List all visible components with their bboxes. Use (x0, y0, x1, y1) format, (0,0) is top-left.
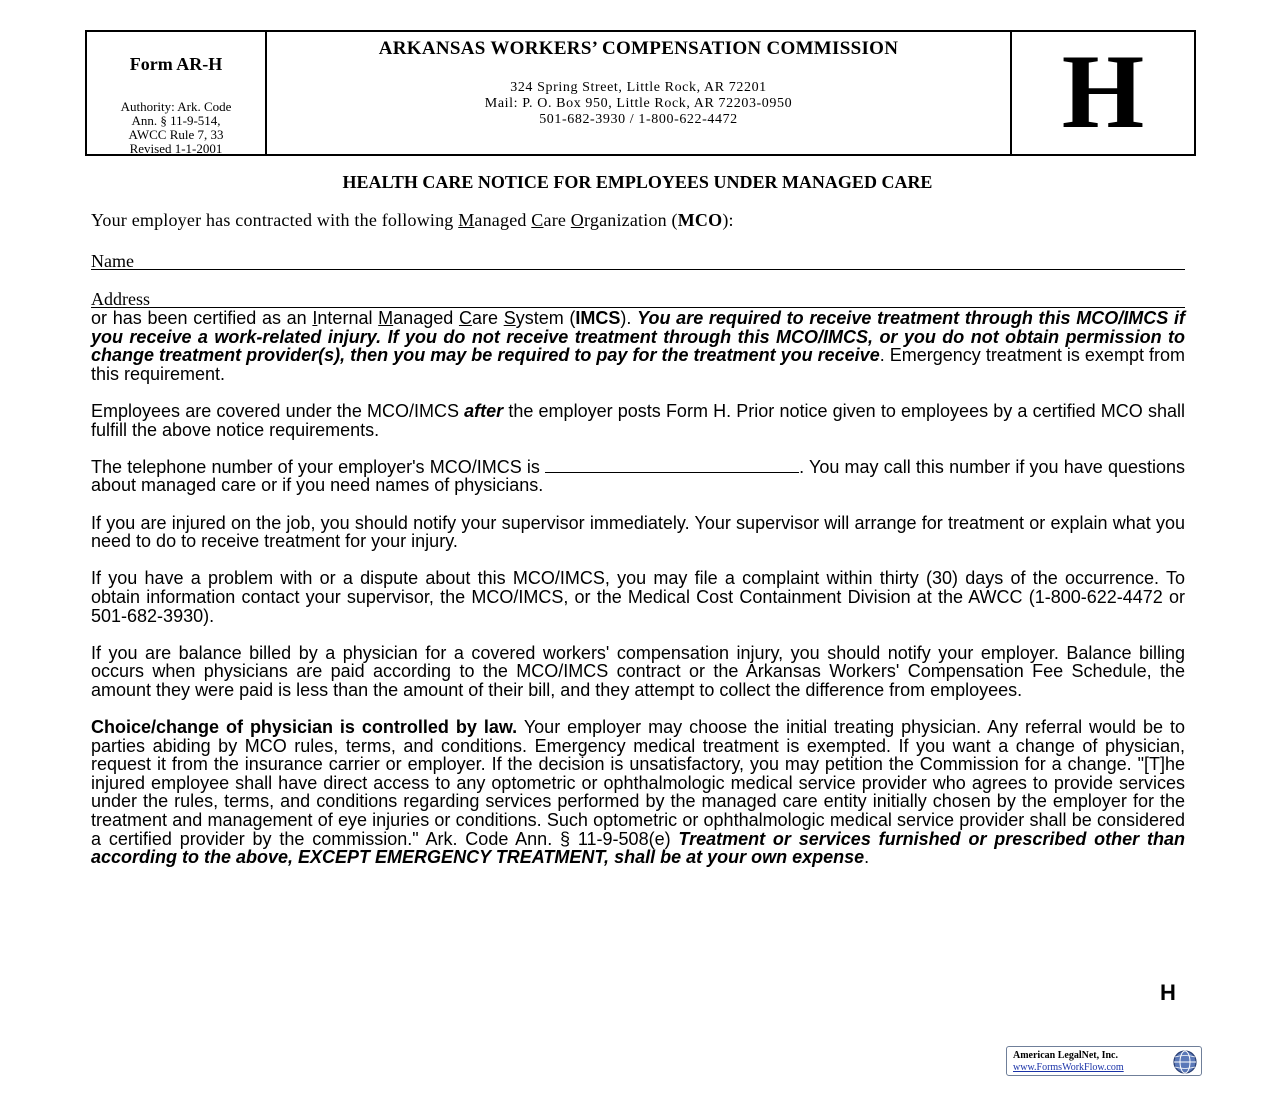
globe-icon (1172, 1049, 1198, 1075)
vendor-name: American LegalNet, Inc. (1013, 1050, 1118, 1061)
address-line: Mail: P. O. Box 950, Little Rock, AR 72203-0950 (484, 96, 793, 111)
vendor-badge[interactable] (1006, 1046, 1202, 1076)
commission-name: ARKANSAS WORKERS’ COMPENSATION COMMISSION (378, 38, 899, 59)
authority-citation (87, 100, 265, 156)
form-letter-large: H (1061, 33, 1145, 150)
commission-address (267, 80, 1010, 128)
form-letter-cell (1012, 32, 1194, 154)
name-label: Name (91, 251, 134, 271)
form-id: Form AR-H (129, 54, 223, 74)
intro-line: Your employer has contracted with the following Managed Care Organization (MCO): (91, 210, 734, 230)
mco-name-field[interactable] (91, 248, 1185, 270)
address-label: Address (91, 289, 150, 309)
telephone-blank[interactable] (545, 458, 799, 473)
paragraph-injury: If you are injured on the job, you should notify your supervisor immediately. Your supervisor will arrange for treatment or explain what you need to do to receive treatment for your injury. (91, 512, 1185, 552)
paragraph-imcs: or has been certified as an Internal Managed Care System (IMCS). You are required to receive treatment through this MCO/IMCS if you receive a work-related injury. If you do not receive treatment through this MCO/IMCS, or you do not obtain permission to change treatment provider(s), then you may be required to pay for the treatment you receive. Emergency treatment is exempt from this requirement. (91, 308, 1185, 384)
paragraph-balance-billing: If you are balance billed by a physician for a covered workers' compensation injury, you should notify your employer. Balance billing occurs when physicians are paid according to the MCO/IMCS contract or the Arkansas Workers' Compensation Fee Schedule, the amount they were paid is less than the amount of their bill, and they attempt to collect the difference from employees. (91, 642, 1185, 700)
paragraph-telephone: The telephone number of your employer's MCO/IMCS is . You may call this number if you have questions about managed care or if you need names of physicians. (91, 456, 1185, 496)
vendor-link[interactable]: www.FormsWorkFlow.com (1013, 1062, 1124, 1073)
authority-line: Ann. § 11-9-514, (131, 113, 221, 128)
authority-line: Authority: Ark. Code (120, 99, 232, 114)
form-header (85, 30, 1196, 156)
document-title: HEALTH CARE NOTICE FOR EMPLOYEES UNDER MANAGED CARE (342, 172, 933, 192)
paragraph-choice-of-physician: Choice/change of physician is controlled by law. Your employer may choose the initial treating physician. Any referral would be to parties abiding by MCO rules, terms, and conditions. Emergency medical treatment is exempted. If you want a change of physician, request it from the insurance carrier or employer. If the decision is unsatisfactory, you may petition the Commission for a change. "[T]he injured employee shall have direct access to any optometric or ophthalmologic medical service provider who agrees to provide services under the rules, terms, and conditions regarding services performed by the managed care entity initially chosen by the employer for the treatment and management of eye injuries or conditions. Such optometric or ophthalmologic medical service provider shall be considered a certified provider by the commission." Ark. Code Ann. § 11-9-508(e) Treatment or services furnished or prescribed other than according to the above, EXCEPT EMERGENCY TREATMENT, shall be at your own expense. (91, 717, 1186, 868)
form-id-cell (87, 32, 267, 154)
mco-address-field[interactable] (91, 286, 1185, 308)
paragraph-dispute: If you have a problem with or a dispute about this MCO/IMCS, you may file a complaint within thirty (30) days of the occurrence. To obtain information contact your supervisor, the MCO/IMCS, or the Medical Cost Containment Division at the AWCC (1-800-622-4472 or 501-682-3930). (91, 568, 1185, 626)
footer-form-letter: H (1160, 980, 1176, 1005)
paragraph-coverage: Employees are covered under the MCO/IMCS after the employer posts Form H. Prior notice given to employees by a certified MCO shall fulfill the above notice requirements. (91, 400, 1185, 440)
commission-cell (267, 32, 1012, 154)
notice-body (91, 309, 1185, 867)
address-line: 501-682-3930 / 1-800-622-4472 (539, 112, 738, 127)
authority-line: Revised 1-1-2001 (129, 141, 223, 156)
authority-line: AWCC Rule 7, 33 (128, 127, 224, 142)
address-line: 324 Spring Street, Little Rock, AR 72201 (510, 80, 767, 95)
